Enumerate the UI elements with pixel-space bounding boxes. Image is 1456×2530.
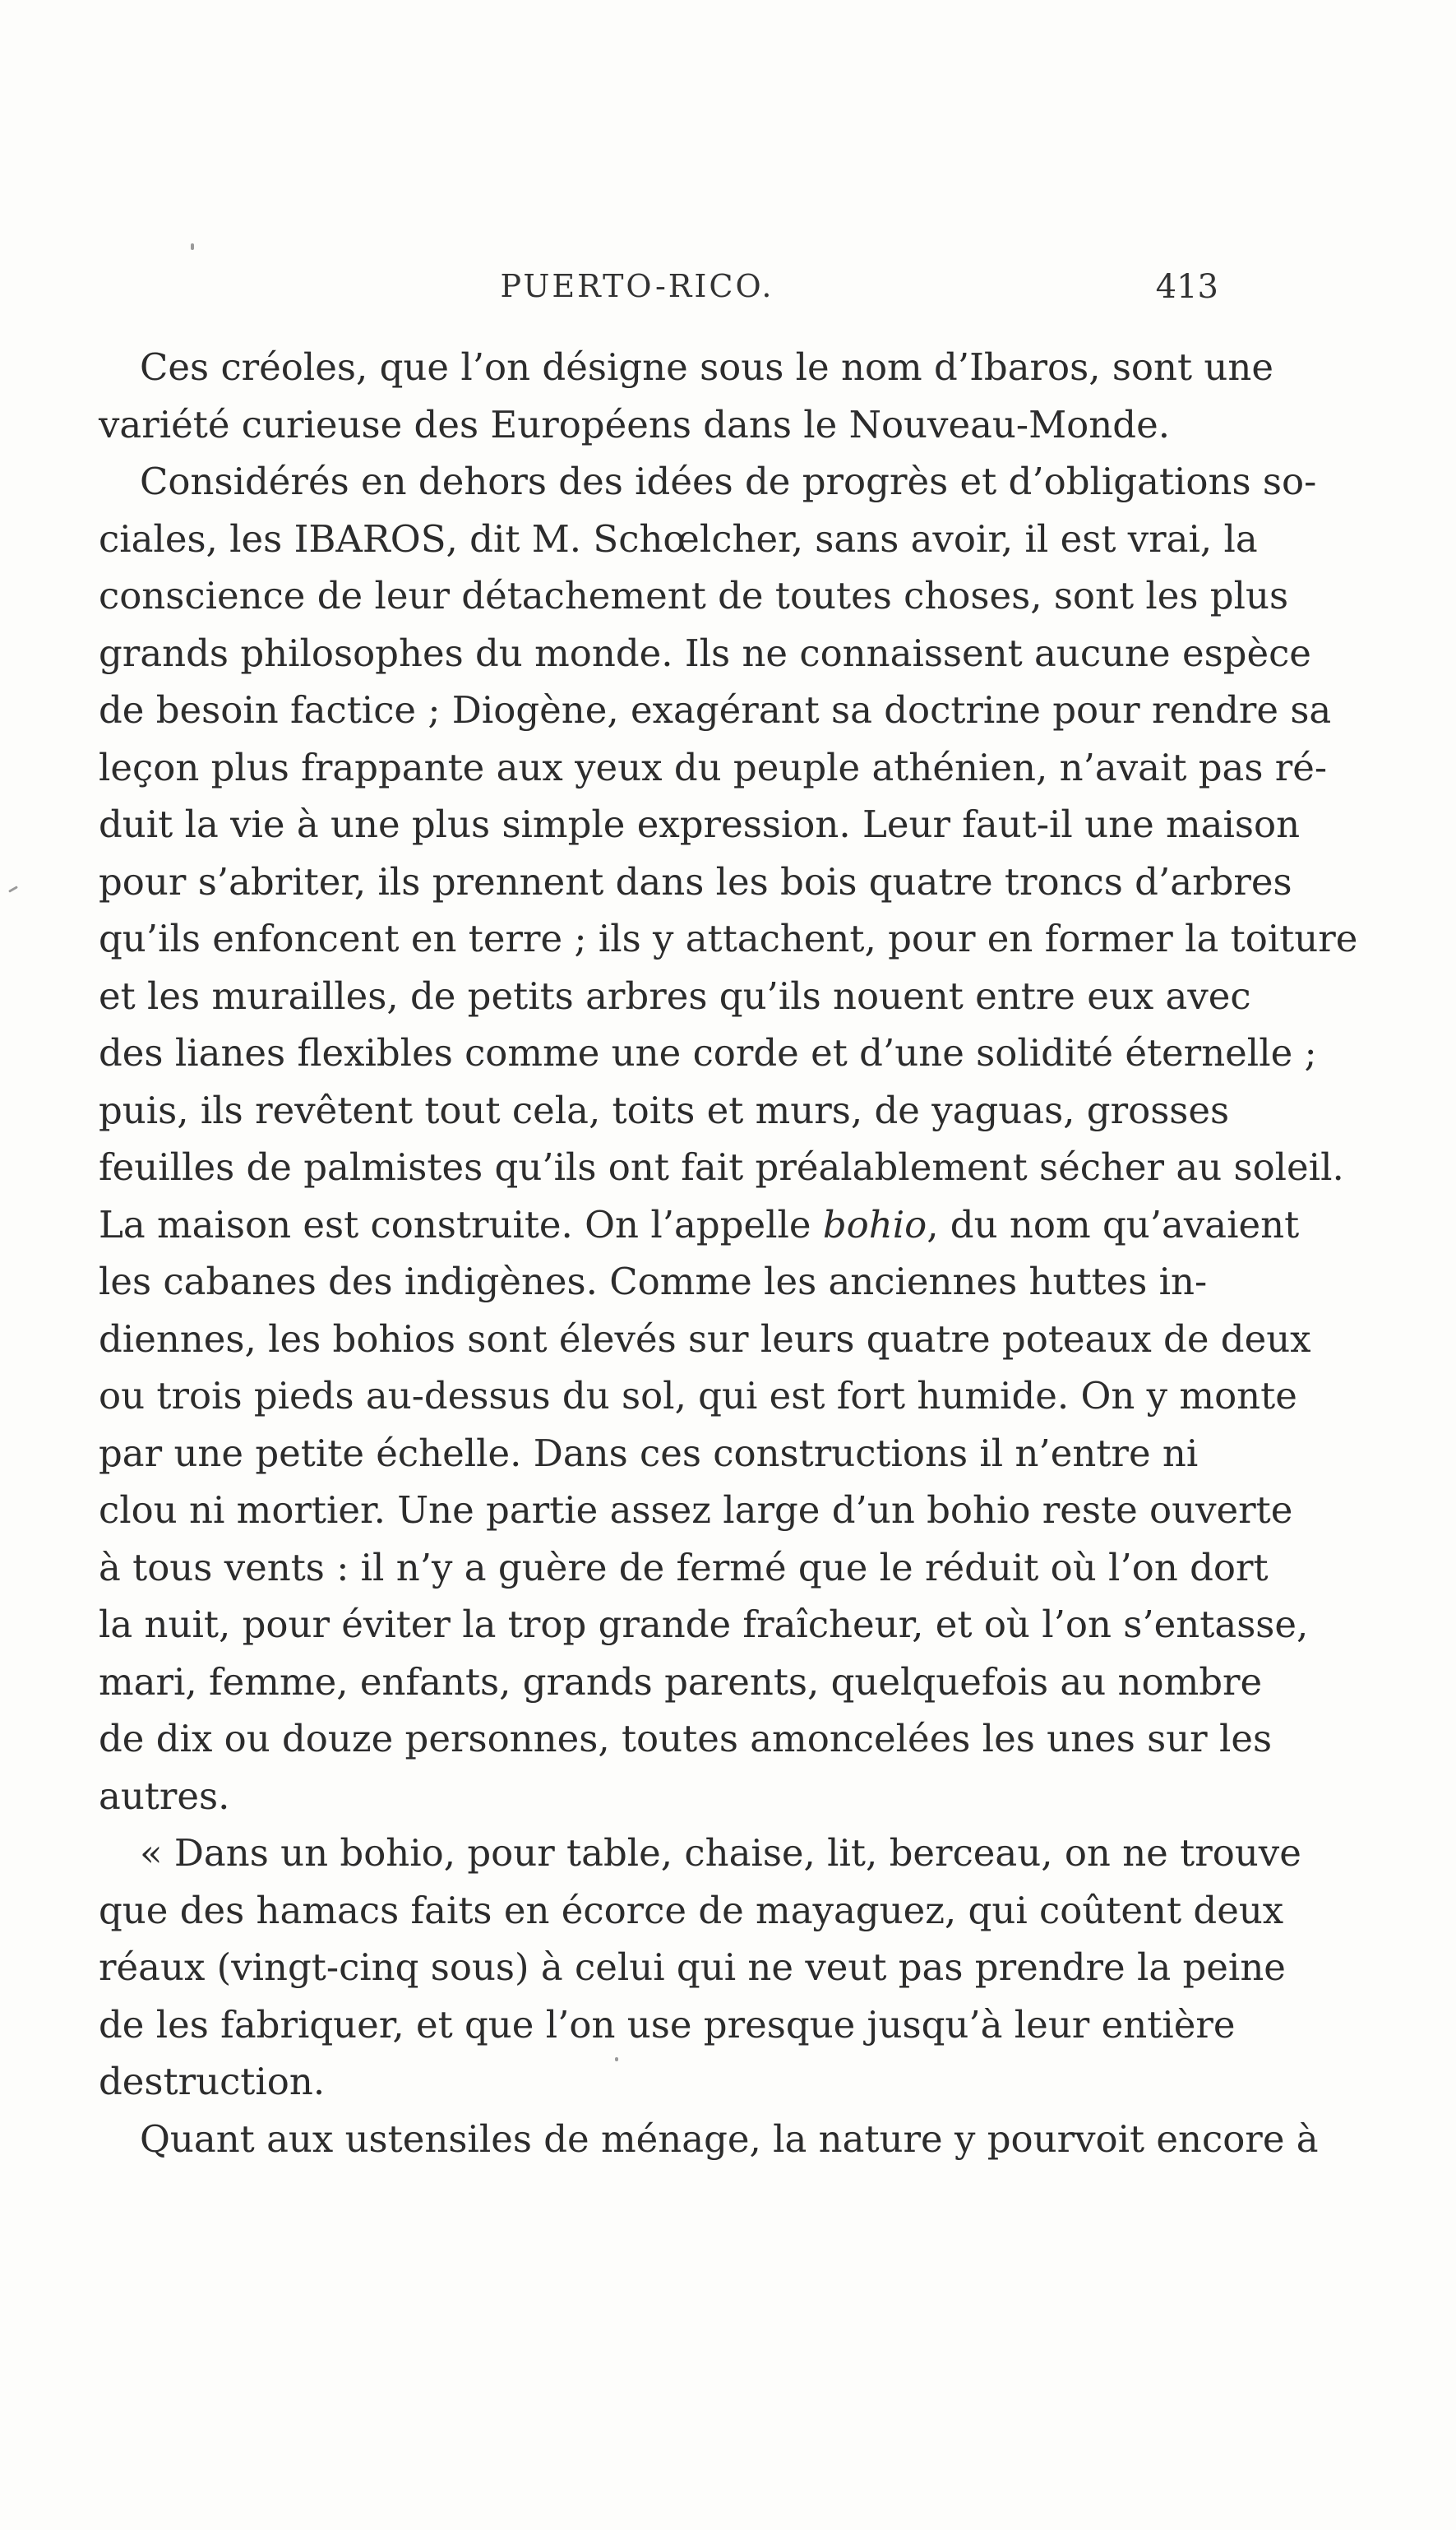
running-title: PUERTO-RICO. [500, 268, 774, 304]
text-line: mari, femme, enfants, grands parents, quelquefois au nombre [99, 1659, 1263, 1704]
text-line: à tous vents : il n’y a guère de fermé que le réduit où l’on dort [99, 1545, 1269, 1589]
text-line: grands philosophes du monde. Ils ne connaissent aucune espèce [99, 631, 1311, 675]
text-line: réaux (vingt-cinq sous) à celui qui ne veut pas prendre la peine [99, 1945, 1286, 1989]
text-line: des lianes flexibles comme une corde et d’une solidité éternelle ; [99, 1031, 1317, 1075]
text-line: feuilles de palmistes qu’ils ont fait préalablement sécher au soleil. [99, 1145, 1344, 1189]
text-line: Ces créoles, que l’on désigne sous le nom d’Ibaros, sont une [140, 345, 1273, 389]
text-line: la nuit, pour éviter la trop grande fraîcheur, et où l’on s’entasse, [99, 1603, 1309, 1646]
text-line: clou ni mortier. Une partie assez large d’un bohio reste ouverte [99, 1488, 1293, 1532]
stray-mark-top [191, 243, 194, 250]
italic-term: bohio [822, 1202, 927, 1246]
text-line: pour s’abriter, ils prennent dans les bois quatre troncs d’arbres [99, 859, 1292, 904]
body-text [99, 339, 1358, 2167]
text-line: destruction. [99, 2060, 326, 2103]
text-line: qu’ils enfoncent en terre ; ils y attachent, pour en former la toiture [99, 917, 1358, 960]
text-line: Considérés en dehors des idées de progrès et d’obligations so- [140, 460, 1317, 503]
page-number: 413 [1155, 268, 1218, 306]
text-line: conscience de leur détachement de toutes choses, sont les plus [99, 574, 1289, 617]
text-line: par une petite échelle. Dans ces constructions il n’entre ni [99, 1431, 1199, 1475]
text-line: Quant aux ustensiles de ménage, la nature y pourvoit encore à [140, 2116, 1319, 2161]
text-line: variété curieuse des Européens dans le Nouveau-Monde. [99, 402, 1171, 446]
text-line: ciales, les IBAROS, dit M. Schœlcher, sans avoir, il est vrai, la [99, 516, 1258, 561]
small-caps-term: IBAROS [294, 516, 446, 561]
text-line: duit la vie à une plus simple expression. Leur faut-il une maison [99, 802, 1301, 846]
text-line: de dix ou douze personnes, toutes amoncelées les unes sur les [99, 1717, 1273, 1760]
text-line: de besoin factice ; Diogène, exagérant sa doctrine pour rendre sa [99, 688, 1332, 732]
text-line: que des hamacs faits en écorce de mayaguez, qui coûtent deux [99, 1888, 1284, 1932]
stray-mark-margin [8, 886, 18, 893]
text-line: les cabanes des indigènes. Comme les anciennes huttes in- [99, 1260, 1208, 1303]
text-line: « Dans un bohio, pour table, chaise, lit, berceau, on ne trouve [140, 1831, 1301, 1875]
text-line: leçon plus frappante aux yeux du peuple athénien, n’avait pas ré- [99, 745, 1328, 789]
text-line: autres. [99, 1774, 230, 1818]
text-line: La maison est construite. On l’appelle bohio, du nom qu’avaient [99, 1202, 1300, 1246]
text-line: ou trois pieds au-dessus du sol, qui est fort humide. On y monte [99, 1374, 1297, 1418]
text-line: de les fabriquer, et que l’on use presque jusqu’à leur entière [99, 2002, 1236, 2047]
text-line: puis, ils revêtent tout cela, toits et murs, de yaguas, grosses [99, 1088, 1230, 1132]
text-line: et les murailles, de petits arbres qu’ils nouent entre eux avec [99, 974, 1251, 1018]
running-head [99, 268, 1218, 317]
text-line: diennes, les bohios sont élevés sur leurs quatre poteaux de deux [99, 1316, 1311, 1361]
